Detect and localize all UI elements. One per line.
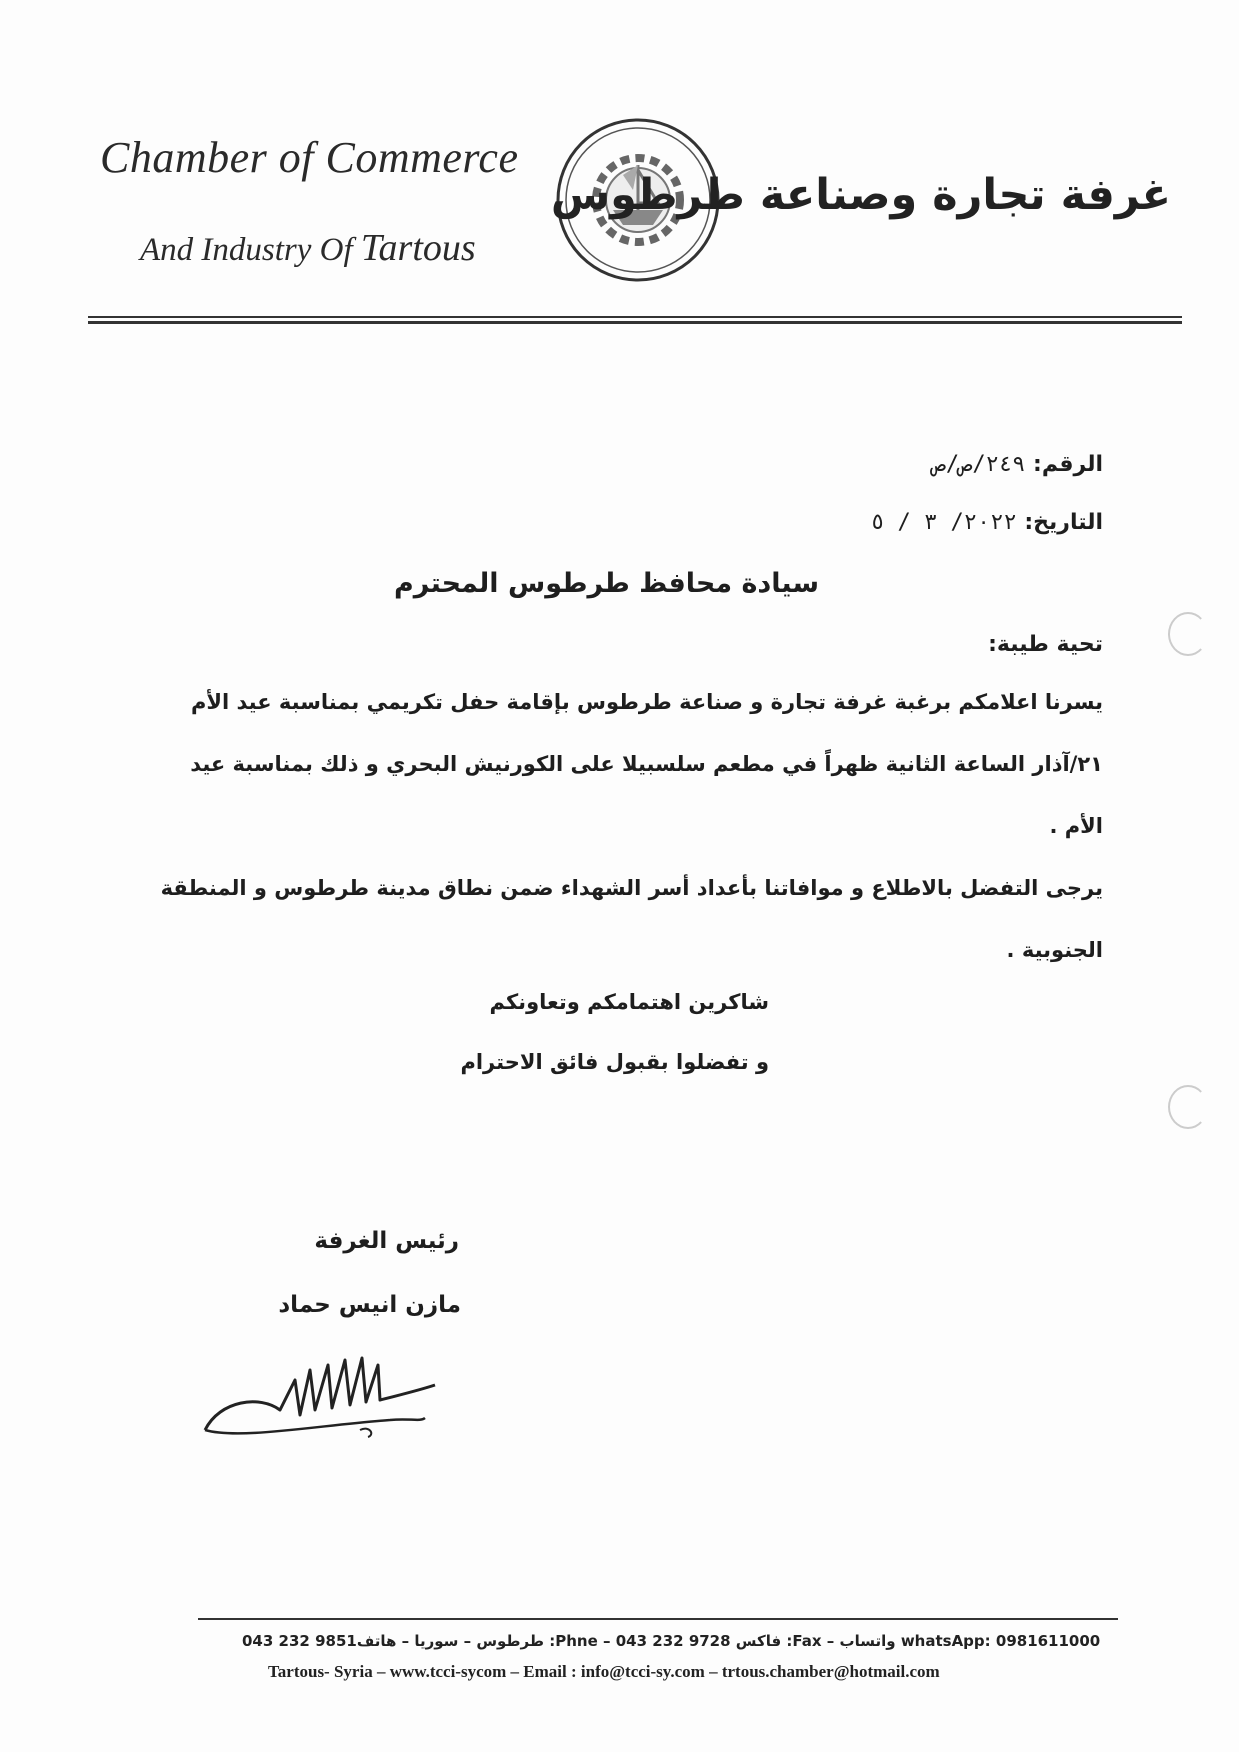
footer-divider bbox=[198, 1618, 1118, 1620]
english-chamber-title: Chamber of Commerce bbox=[100, 133, 519, 182]
arabic-chamber-title: غرفة تجارة وصناعة طرطوس bbox=[550, 170, 1171, 220]
punch-hole-mark bbox=[1168, 612, 1208, 656]
header-divider-thin bbox=[88, 316, 1182, 318]
closing-regards: و تفضلوا بقبول فائق الاحترام bbox=[460, 1050, 769, 1074]
header-divider-thick bbox=[88, 321, 1182, 324]
paragraph1-line: يسرنا اعلامكم برغبة غرفة تجارة و صناعة طرطوس بإقامة حفل تكريمي بمناسبة عيد الأم bbox=[190, 690, 1103, 714]
paragraph2-line: يرجى التفضل بالاطلاع و موافاتنا بأعداد أسر الشهداء ضمن نطاق مدينة طرطوس و المنطقة bbox=[160, 876, 1103, 900]
paragraph1-line: الأم . bbox=[1049, 814, 1103, 838]
footer-contact-line: طرطوس – سوريا – هاتف9851 232 043 :Phne – فاكس 9728 232 043 :Fax – واتساب whatsApp: 0981611000 bbox=[242, 1632, 1101, 1650]
paragraph1-line: ٢١/آذار الساعة الثانية ظهراً في مطعم سلسبيلا على الكورنيش البحري و ذلك بمناسبة عيد bbox=[190, 752, 1103, 776]
signatory-title: رئيس الغرفة bbox=[314, 1228, 459, 1254]
handwritten-signature-icon bbox=[200, 1340, 440, 1450]
footer-web-email-line: Tartous- Syria – www.tcci-sycom – Email : info@tcci-sy.com – trtous.chamber@hotmail.com bbox=[268, 1662, 940, 1681]
greeting: تحية طيبة: bbox=[988, 632, 1103, 657]
date-label: التاريخ: bbox=[1024, 510, 1103, 535]
english-subtitle-prefix: And Industry Of bbox=[140, 232, 361, 268]
english-chamber-subtitle bbox=[140, 226, 476, 270]
closing-thanks: شاكرين اهتمامكم وتعاونكم bbox=[489, 990, 769, 1014]
english-subtitle-city: Tartous bbox=[360, 227, 476, 269]
paragraph2-line: الجنوبية . bbox=[1006, 938, 1103, 962]
reference-number bbox=[933, 452, 1103, 477]
reference-label: الرقم: bbox=[1033, 452, 1103, 477]
date-value: ٢٠٢٢/ ٣ / ٥ bbox=[870, 510, 1017, 535]
punch-hole-mark bbox=[1168, 1085, 1208, 1129]
signatory-name: مازن انيس حماد bbox=[278, 1292, 461, 1318]
reference-value: ٢٤٩/ص/ص bbox=[932, 452, 1026, 477]
salutation: سيادة محافظ طرطوس المحترم bbox=[393, 568, 819, 599]
letter-date bbox=[871, 510, 1103, 535]
